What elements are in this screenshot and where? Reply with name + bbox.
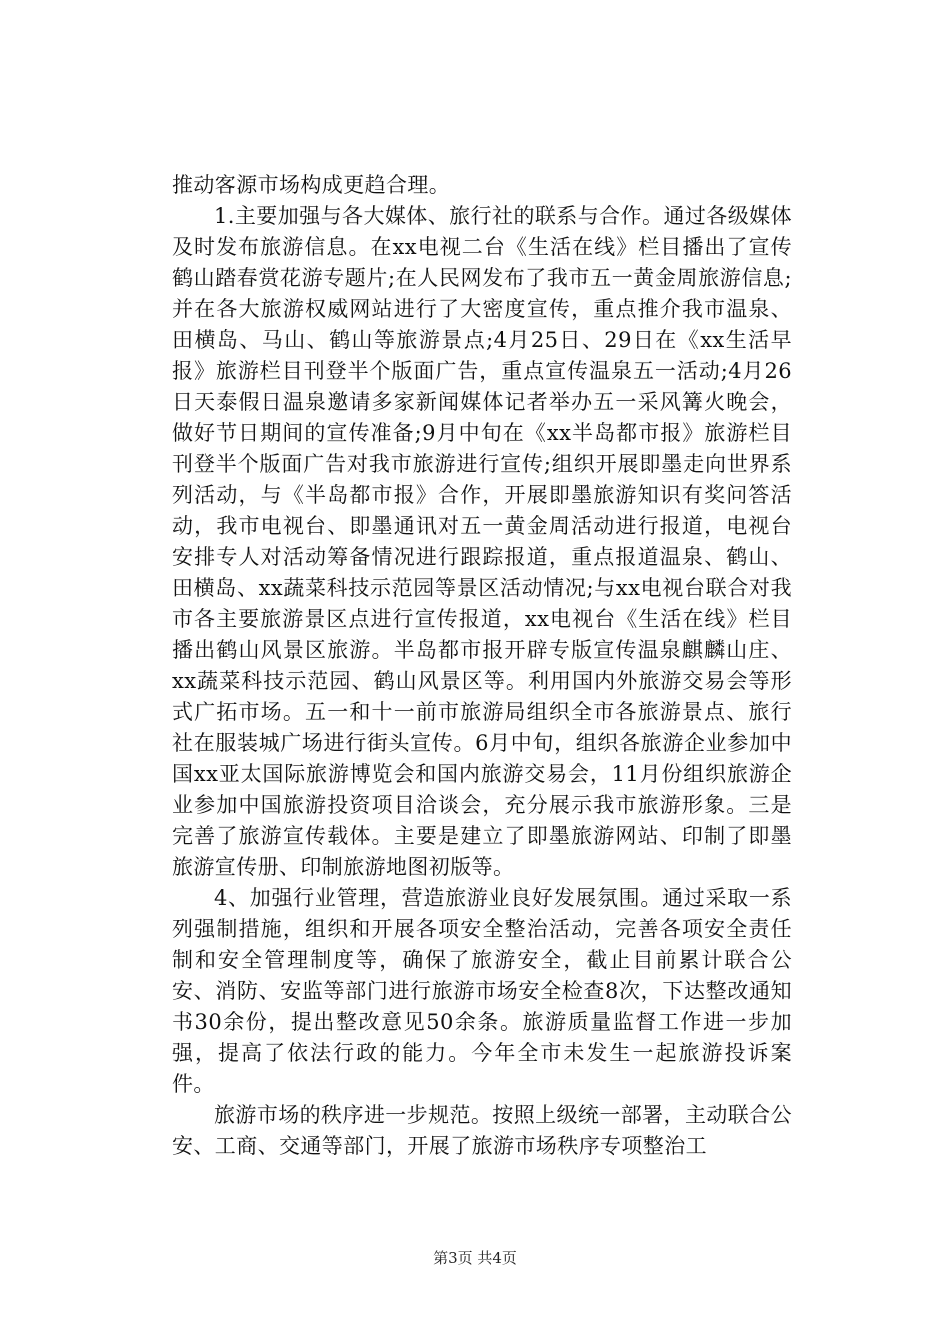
paragraph-continuation: 推动客源市场构成更趋合理。 xyxy=(172,173,451,197)
paragraph-media-promotion: 1.主要加强与各大媒体、旅行社的联系与合作。通过各级媒体及时发布旅游信息。在xx电视二台《生活在线》栏目播出了宣传鹤山踏春赏花游专题片;在人民网发布了我市五一黄金周旅游信息;并在各大旅游权威网站进行了大密度宣传，重点推介我市温泉、田横岛、马山、鹤山等旅游景点;4月25日、29日在《xx生活早报》旅游栏目刊登半个版面广告，重点宣传温泉五一活动;4月26日天泰假日温泉邀请多家新闻媒体记者举办五一采风篝火晚会，做好节日期间的宣传准备;9月中旬在《xx半岛都市报》旅游栏目刊登半个版面广告对我市旅游进行宣传;组织开展即墨走向世界系列活动，与《半岛都市报》合作，开展即墨旅游知识有奖问答活动，我市电视台、即墨通讯对五一黄金周活动进行报道，电视台安排专人对活动筹备情况进行跟踪报道，重点报道温泉、鹤山、田横岛、xx蔬菜科技示范园等景区活动情况;与xx电视台联合对我市各主要旅游景区点进行宣传报道，xx电视台《生活在线》栏目播出鹤山风景区旅游。半岛都市报开辟专版宣传温泉麒麟山庄、xx蔬菜科技示范园、鹤山风景区等。利用国内外旅游交易会等形式广拓市场。五一和十一前市旅游局组织全市各旅游景点、旅行社在服装城广场进行街头宣传。6月中旬，组织各旅游企业参加中国xx亚太国际旅游博览会和国内旅游交易会，11月份组织旅游企业参加中国旅游投资项目洽谈会，充分展示我市旅游形象。三是完善了旅游宣传载体。主要是建立了即墨旅游网站、印制了即墨旅游宣传册、印制旅游地图初版等。 xyxy=(172,204,792,879)
document-body xyxy=(172,170,792,1162)
paragraph-market-order: 旅游市场的秩序进一步规范。按照上级统一部署，主动联合公安、工商、交通等部门，开展了旅游市场秩序专项整治工 xyxy=(172,1103,792,1158)
page-footer: 第3页 共4页 xyxy=(433,1249,517,1267)
paragraph-industry-management: 4、加强行业管理，营造旅游业良好发展氛围。通过采取一系列强制措施，组织和开展各项安全整治活动，完善各项安全责任制和安全管理制度等，确保了旅游安全，截止目前累计联合公安、消防、安监等部门进行旅游市场安全检查8次，下达整改通知书30余份，提出整改意见50余条。旅游质量监督工作进一步加强，提高了依法行政的能力。今年全市未发生一起旅游投诉案件。 xyxy=(172,886,792,1096)
